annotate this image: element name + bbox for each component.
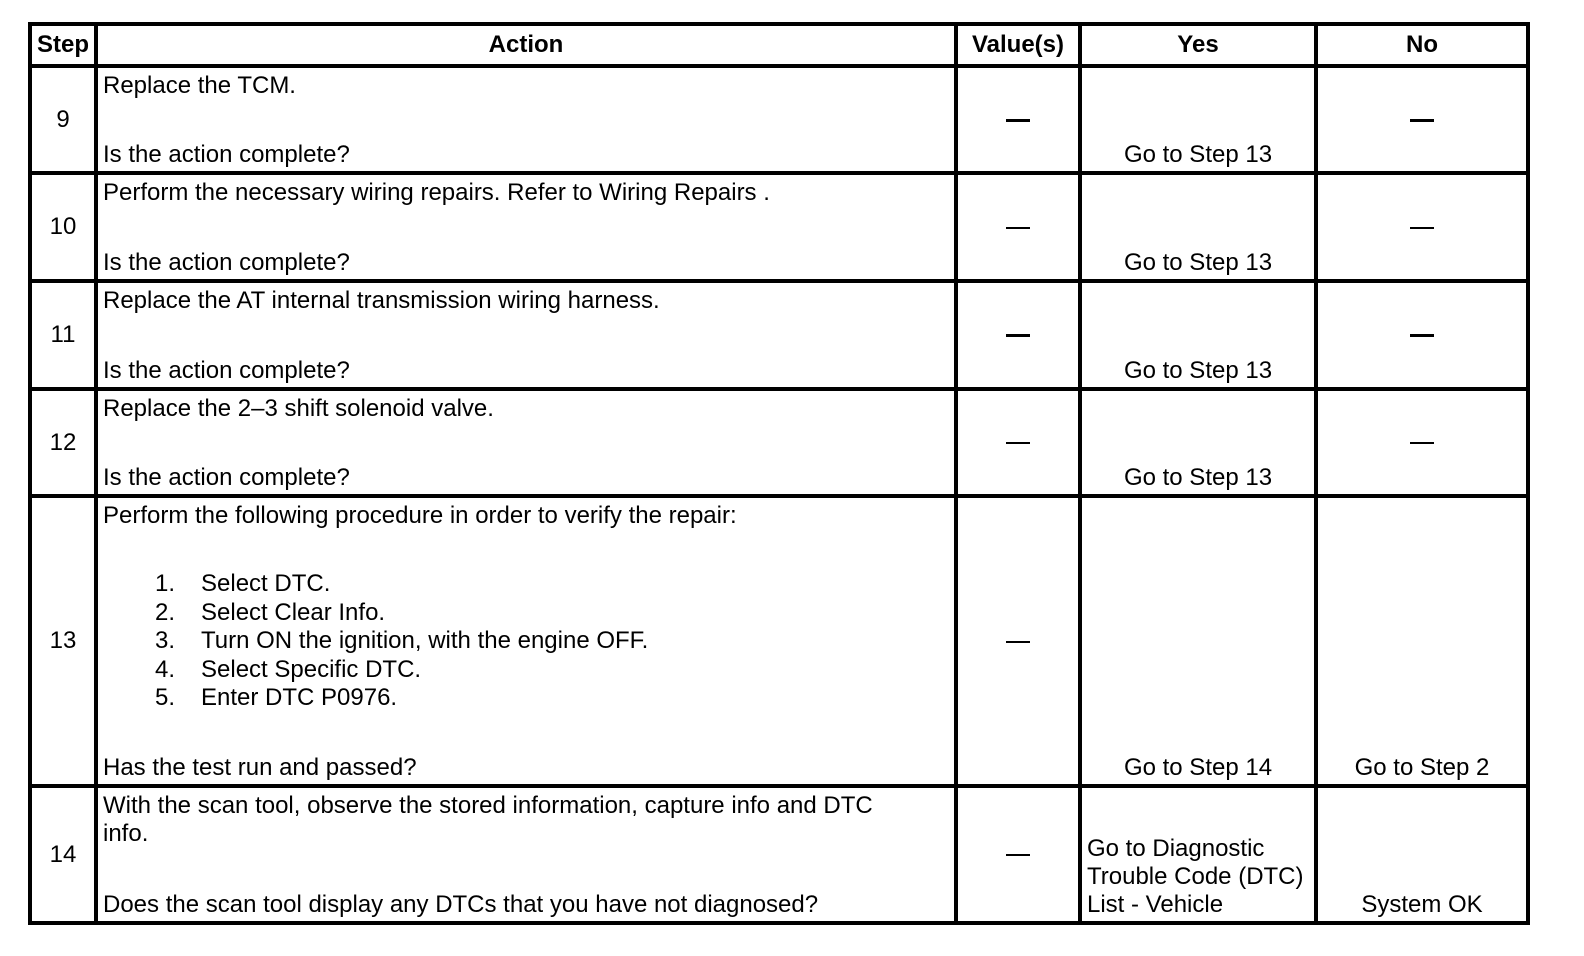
action-cell (96, 496, 956, 786)
list-item: 2. Select Clear Info. (154, 598, 386, 626)
value-cell (956, 786, 1080, 923)
header-yes: Yes (1080, 24, 1316, 66)
list-item: 1. Select DTC. (154, 570, 331, 597)
em-dash-icon (1006, 854, 1030, 856)
em-dash-icon (1006, 119, 1030, 122)
list-item: 4. Select Specific DTC. (154, 655, 422, 683)
yes-link[interactable]: Go to Step 13 (1123, 357, 1273, 384)
header-row (30, 24, 1528, 66)
diagnostic-table (28, 22, 1530, 925)
table-row (30, 389, 1528, 496)
action-cell (96, 786, 956, 923)
step-number: 10 (30, 173, 96, 281)
action-question: Is the action complete? (103, 141, 350, 168)
no-cell (1316, 281, 1528, 389)
action-question: Is the action complete? (103, 249, 350, 276)
table-row (30, 173, 1528, 281)
value-cell (956, 389, 1080, 496)
value-cell (956, 66, 1080, 173)
em-dash-icon (1006, 227, 1030, 229)
table-row (30, 496, 1528, 786)
header-no: No (1316, 24, 1528, 66)
action-question: Is the action complete? (103, 464, 350, 491)
step-number: 11 (30, 281, 96, 389)
action-question: Is the action complete? (103, 357, 350, 384)
em-dash-icon (1006, 442, 1030, 444)
yes-cell (1080, 786, 1316, 923)
step-number: 12 (30, 389, 96, 496)
yes-cell (1080, 496, 1316, 786)
action-instruction: Perform the necessary wiring repairs. Refer to Wiring Repairs . (103, 179, 770, 206)
no-cell (1316, 66, 1528, 173)
yes-cell (1080, 173, 1316, 281)
no-link[interactable]: Go to Step 2 (1354, 754, 1490, 781)
no-cell (1316, 389, 1528, 496)
action-instruction: Replace the TCM. (103, 72, 296, 99)
header-action: Action (96, 24, 956, 66)
table-row (30, 281, 1528, 389)
em-dash-icon (1410, 442, 1434, 444)
step-number: 14 (30, 786, 96, 923)
yes-link[interactable]: Go to Step 14 (1123, 754, 1273, 781)
yes-cell (1080, 281, 1316, 389)
value-cell (956, 281, 1080, 389)
value-cell (956, 173, 1080, 281)
action-instruction: With the scan tool, observe the stored information, capture info and DTC info. (103, 792, 873, 847)
em-dash-icon (1410, 119, 1434, 122)
yes-link[interactable]: Go to Step 13 (1123, 249, 1273, 276)
table-row (30, 786, 1528, 923)
table-row (30, 66, 1528, 173)
em-dash-icon (1410, 334, 1434, 337)
em-dash-icon (1006, 641, 1030, 643)
action-cell (96, 389, 956, 496)
action-instruction: Perform the following procedure in order to verify the repair: (103, 502, 737, 529)
list-item: 5. Enter DTC P0976. (154, 684, 398, 711)
action-question: Has the test run and passed? (103, 754, 417, 781)
yes-cell (1080, 66, 1316, 173)
header-step: Step (30, 24, 96, 66)
action-question: Does the scan tool display any DTCs that you have not diagnosed? (103, 891, 819, 918)
action-cell (96, 66, 956, 173)
step-number: 9 (30, 66, 96, 173)
yes-link[interactable]: Go to Step 13 (1123, 464, 1273, 491)
header-values: Value(s) (956, 24, 1080, 66)
action-instruction: Replace the AT internal transmission wiring harness. (103, 287, 660, 314)
em-dash-icon (1006, 334, 1030, 337)
no-cell (1316, 173, 1528, 281)
step-number: 13 (30, 496, 96, 786)
action-cell (96, 281, 956, 389)
yes-cell (1080, 389, 1316, 496)
no-status: System OK (1361, 891, 1483, 918)
no-cell (1316, 496, 1528, 786)
no-cell (1316, 786, 1528, 923)
yes-link[interactable]: Go to Step 13 (1123, 141, 1273, 168)
list-item: 3. Turn ON the ignition, with the engine OFF. (154, 627, 649, 654)
yes-link[interactable]: Go to Diagnostic Trouble Code (DTC) List - Vehicle (1087, 835, 1304, 918)
procedure-list (103, 570, 648, 713)
action-cell (96, 173, 956, 281)
action-instruction: Replace the 2–3 shift solenoid valve. (103, 395, 494, 422)
em-dash-icon (1410, 227, 1434, 229)
value-cell (956, 496, 1080, 786)
